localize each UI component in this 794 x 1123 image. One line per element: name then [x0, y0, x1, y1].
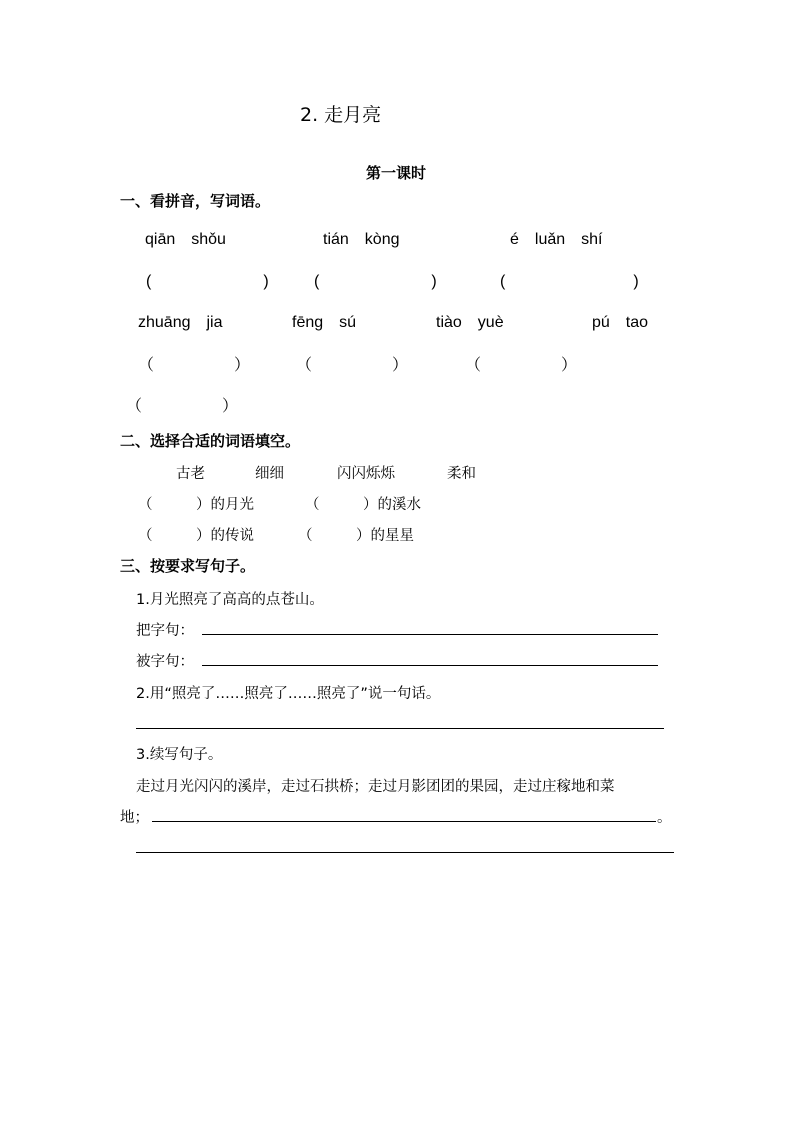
question-3-text: 走过月光闪闪的溪岸，走过石拱桥；走过月影团团的果园，走过庄稼地和菜	[136, 779, 615, 795]
lesson-subtitle: 第一课时	[366, 164, 427, 182]
bei-sentence-label: 被字句：	[136, 654, 194, 670]
fill-item[interactable]: （ ）的溪水	[305, 497, 421, 513]
question-3-answer-line-2[interactable]	[136, 852, 674, 853]
section3-heading: 三、按要求写句子。	[120, 557, 256, 575]
section1-heading: 一、看拼音，写词语。	[120, 192, 271, 210]
question-2-answer-line[interactable]	[136, 728, 664, 729]
word-option: 柔和	[447, 466, 476, 482]
section2-heading: 二、选择合适的词语填空。	[120, 432, 301, 450]
ba-sentence-answer-line[interactable]	[202, 634, 658, 635]
answer-blank[interactable]: ( )	[500, 273, 639, 290]
question-3: 3.续写句子。	[136, 747, 223, 763]
question-1: 1.月光照亮了高高的点苍山。	[136, 592, 324, 608]
answer-blank[interactable]: ( )	[146, 273, 269, 290]
pinyin-item: zhuāng jia	[138, 314, 223, 331]
question-3-text-end: 。	[657, 810, 672, 826]
bei-sentence-answer-line[interactable]	[202, 665, 658, 666]
word-option: 古老	[176, 466, 205, 482]
pinyin-item: tián kòng	[323, 231, 400, 248]
word-option: 闪闪烁烁	[337, 466, 395, 482]
pinyin-item: qiān shǒu	[145, 231, 226, 248]
fill-item[interactable]: （ ）的传说	[138, 528, 254, 544]
answer-blank[interactable]: ( )	[314, 273, 437, 290]
answer-blank[interactable]: （ ）	[126, 398, 239, 415]
fill-item[interactable]: （ ）的月光	[138, 497, 254, 513]
question-3-answer-line[interactable]	[152, 821, 656, 822]
question-3-text-start: 地；	[120, 810, 149, 826]
fill-item[interactable]: （ ）的星星	[298, 528, 414, 544]
pinyin-item: fēng sú	[292, 314, 357, 331]
pinyin-item: é luǎn shí	[510, 231, 603, 248]
question-2: 2.用“照亮了……照亮了……照亮了”说一句话。	[136, 686, 441, 702]
answer-blank[interactable]: （ ）	[296, 357, 409, 374]
page-title: 2. 走月亮	[300, 104, 382, 126]
answer-blank[interactable]: （ ）	[138, 357, 251, 374]
ba-sentence-label: 把字句：	[136, 623, 194, 639]
pinyin-item: pú tao	[592, 314, 649, 331]
word-option: 细细	[255, 466, 284, 482]
answer-blank[interactable]: （ ）	[465, 357, 578, 374]
pinyin-item: tiào yuè	[436, 314, 504, 331]
